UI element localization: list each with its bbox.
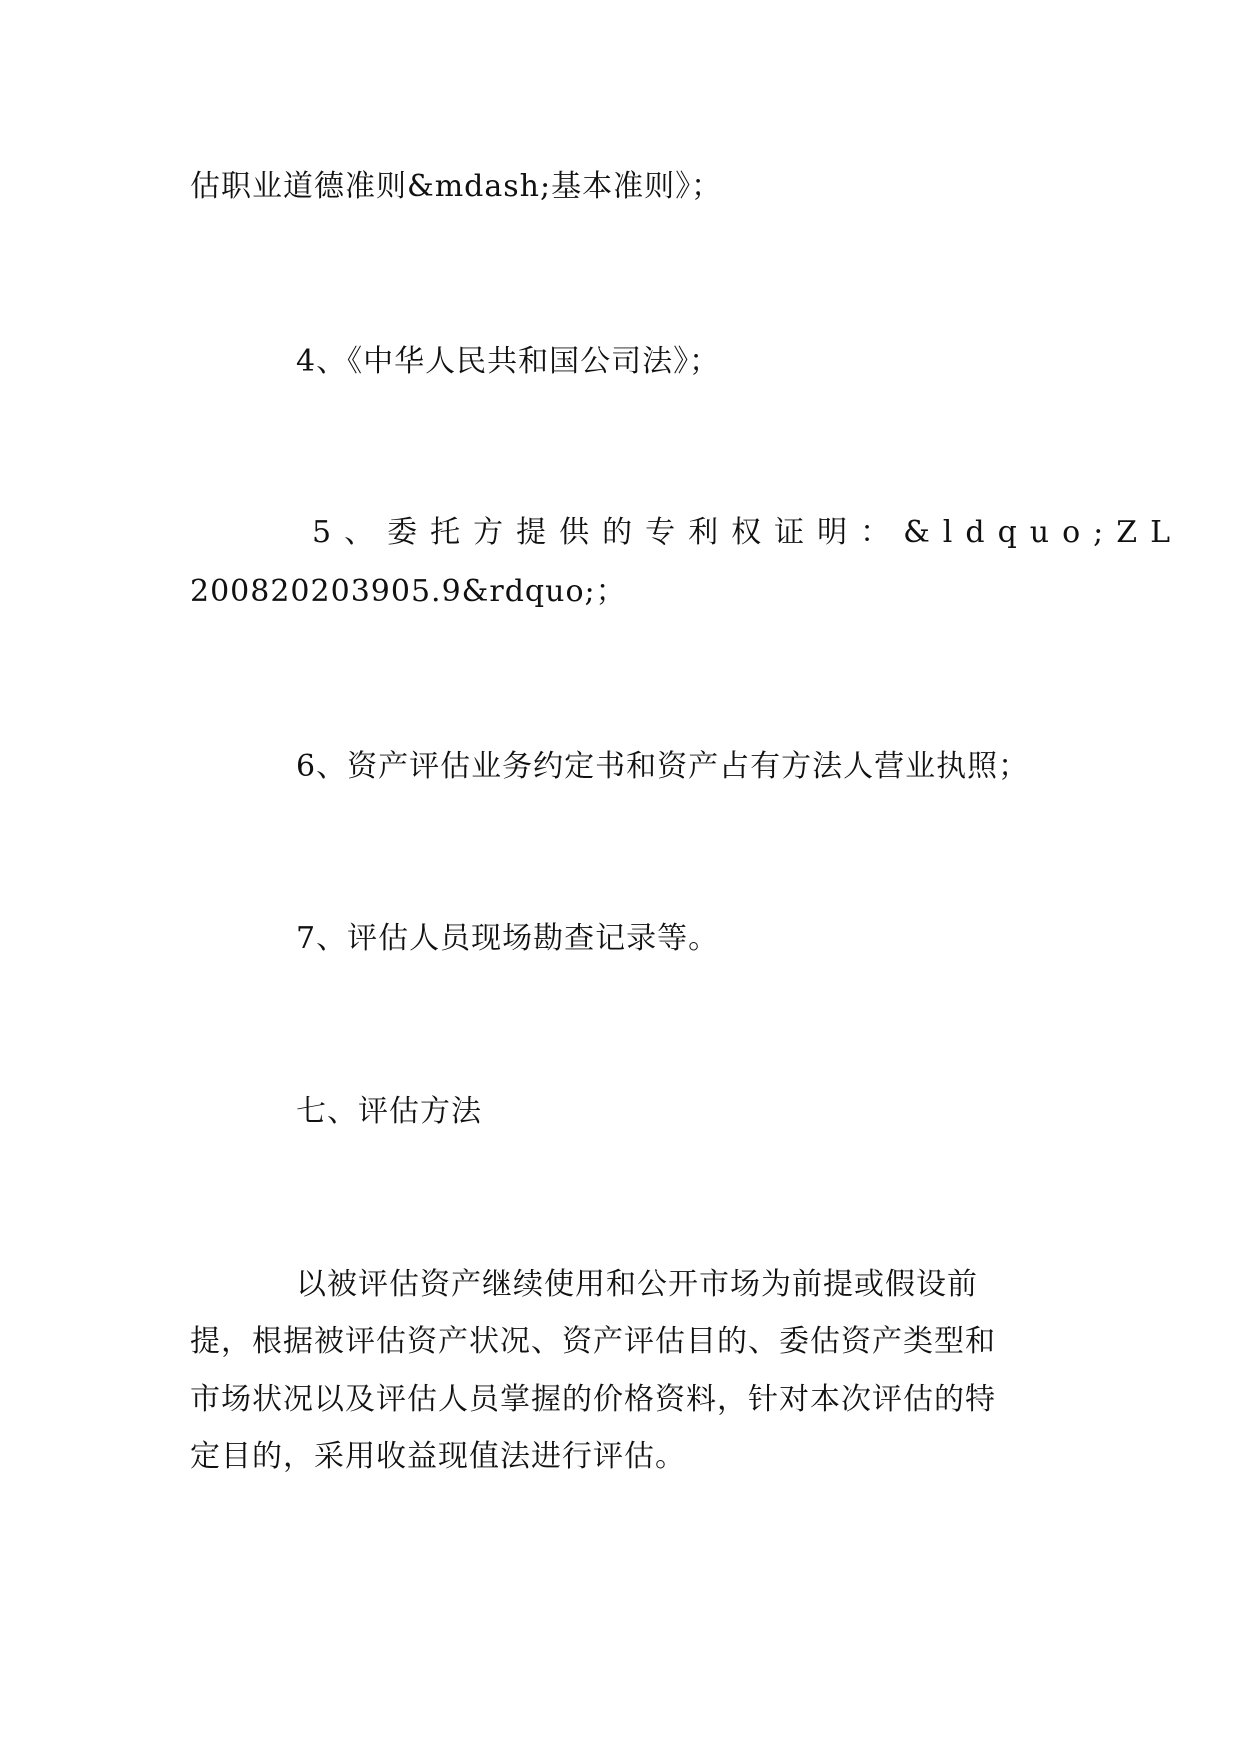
list-item-5-line-2: 200820203905.9&rdquo;； <box>190 574 627 609</box>
paragraph-line-1: 以被评估资产继续使用和公开市场为前提或假设前 <box>296 1267 978 1302</box>
list-item-5-line-1: 5、委托方提供的专利权证明：&ldquo;ZL <box>312 515 1184 550</box>
paragraph-line-3: 市场状况以及评估人员掌握的价格资料，针对本次评估的特 <box>190 1382 996 1417</box>
list-item-7: 7、评估人员现场勘查记录等。 <box>296 921 720 956</box>
paragraph-line-2: 提，根据被评估资产状况、资产评估目的、委估资产类型和 <box>190 1324 996 1359</box>
list-item-6: 6、资产评估业务约定书和资产占有方法人营业执照； <box>296 749 1030 784</box>
paragraph-line-4: 定目的，采用收益现值法进行评估。 <box>190 1439 686 1474</box>
section-heading: 七、评估方法 <box>296 1094 482 1129</box>
list-item-4: 4、《中华人民共和国公司法》； <box>296 344 721 379</box>
text-line-standard-continuation: 估职业道德准则&mdash;基本准则》； <box>190 169 723 204</box>
